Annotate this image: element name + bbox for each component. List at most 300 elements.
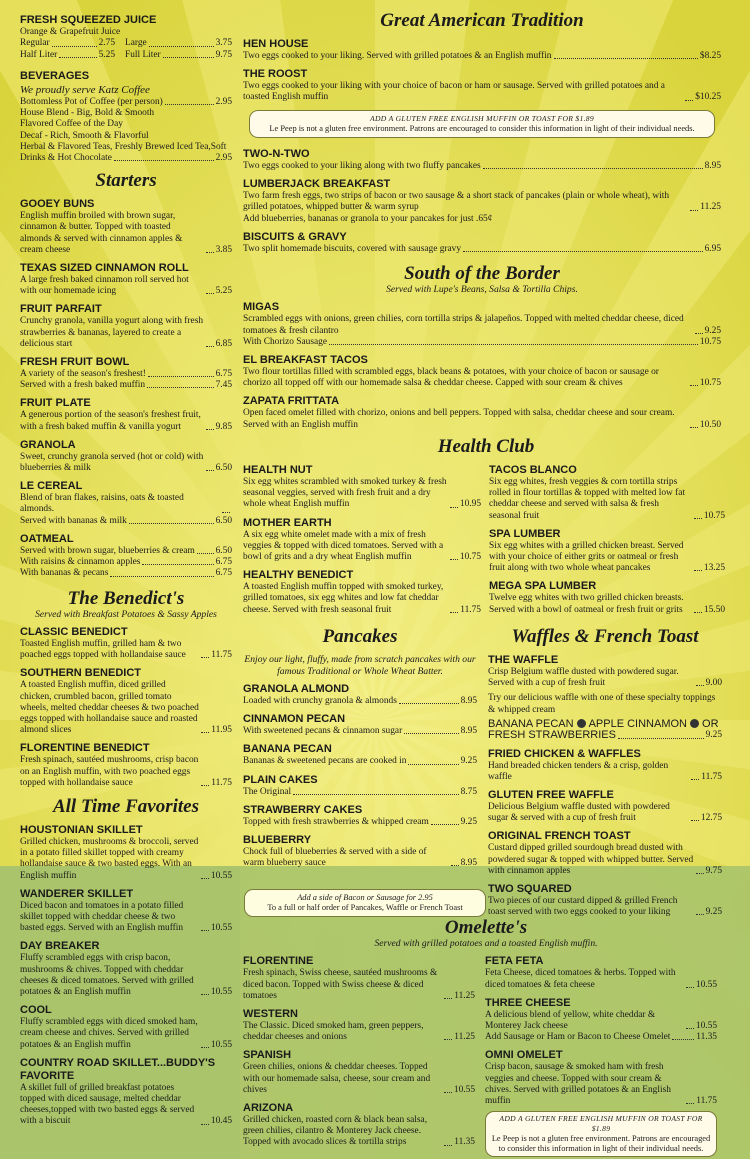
flower-icon — [577, 719, 586, 728]
row-text: Six egg whites scrambled with smoked turkey & fresh seasonal veggies, served with fresh fruit and a dry whole wheat English muffin — [243, 477, 447, 510]
price-row — [20, 493, 232, 515]
menu-item-name: GOOEY BUNS — [20, 198, 95, 211]
row-price: 13.25 — [703, 563, 725, 574]
border-title: South of the Border — [404, 263, 560, 284]
dot-leader — [148, 376, 214, 377]
price-row — [489, 477, 725, 522]
waffle-toppings: BANANA PECAN APPLE CINNAMON OR — [488, 717, 719, 730]
dot-leader — [696, 685, 704, 686]
row-price: 8.75 — [460, 786, 477, 797]
menu-item — [488, 654, 722, 689]
benedicts-title: The Benedict's — [67, 587, 185, 609]
menu-item — [243, 743, 477, 767]
row-text: Loaded with crunchy granola & almonds — [243, 696, 397, 706]
price-row — [20, 211, 232, 256]
menu-item — [489, 580, 725, 615]
menu-item — [20, 742, 232, 789]
price-row — [243, 582, 481, 616]
dot-leader — [197, 553, 214, 554]
dot-leader — [694, 612, 702, 613]
dot-leader — [329, 344, 698, 345]
row-text: English muffin broiled with brown sugar, cinnamon & butter. Topped with toasted almonds & served with cinnamon apples & cream cheese — [20, 211, 183, 255]
menu-item-name: COOL — [20, 1004, 52, 1017]
side-note-heading: Add a side of Bacon or Sausage for 2.95 — [297, 893, 433, 902]
starters-title: Starters — [95, 170, 157, 192]
row-price: 8.95 — [460, 726, 477, 737]
menu-item — [485, 997, 717, 1044]
menu-item — [485, 955, 717, 990]
menu-item — [243, 178, 721, 225]
row-price: 9.25 — [460, 816, 477, 827]
price-row — [20, 953, 232, 998]
menu-item — [243, 464, 481, 511]
american-section — [243, 10, 721, 104]
waffles-section — [488, 626, 722, 918]
menu-item-name: BLUEBERRY — [243, 834, 312, 847]
row-price: 11.75 — [696, 1096, 717, 1107]
menu-item-name: GLUTEN FREE WAFFLE — [488, 789, 614, 802]
menu-item — [488, 748, 722, 783]
menu-item-name: TACOS BLANCO — [489, 464, 577, 476]
menu-item-name: ARIZONA — [243, 1102, 294, 1115]
row-text: Six egg whites with a grilled chicken breast. Served with your choice of either grits or oatmeal or fresh fruit along with two whole wheat pancakes — [489, 540, 684, 574]
row-text: A large fresh baked cinnamon roll served hot with our homemade icing — [20, 275, 189, 297]
dot-leader — [694, 570, 702, 571]
price-row — [243, 337, 721, 348]
price-row — [20, 1017, 232, 1051]
menu-item — [20, 303, 232, 350]
beverage-line: Decaf - Rich, Smooth & Flavorful — [20, 130, 149, 141]
health-section — [243, 436, 729, 616]
price-row — [20, 516, 232, 527]
menu-item — [20, 533, 232, 580]
price-row — [488, 802, 722, 824]
row-text: Chock full of blueberries & served with a side of warm blueberry sauce — [243, 847, 427, 869]
row-price: 10.75 — [703, 510, 725, 521]
row-text: Two flour tortillas filled with scrambled eggs, black beans & potatoes, with your choice of bacon or sausage or chorizo all topped off with our homemade salsa & cheddar cheese. Capped with sour cream & chives — [243, 367, 659, 389]
price-row — [243, 847, 477, 869]
dot-leader — [686, 1103, 694, 1104]
row-price: 9.25 — [704, 325, 721, 336]
menu-item-name: FLORENTINE BENEDICT — [20, 742, 150, 755]
menu-item-name: SPA LUMBER — [489, 527, 561, 540]
row-price: $10.25 — [695, 92, 721, 103]
gluten-note-body: Le Peep is not a gluten free environment. Patrons are encouraged to consider this information in light of their individual needs. — [491, 1134, 711, 1153]
dot-leader — [685, 100, 693, 101]
row-text: Fluffy scrambled eggs with diced smoked ham, cream cheese and chives. Served with grilled potatoes & an English muffin — [20, 1017, 198, 1050]
menu-item — [20, 356, 232, 391]
dot-leader — [206, 346, 214, 347]
menu-item — [243, 1102, 475, 1149]
dot-leader — [444, 1092, 452, 1093]
price-row — [243, 81, 721, 103]
juice-desc: Orange & Grapefruit Juice — [20, 27, 121, 37]
row-text: Delicious Belgium waffle dusted with powdered sugar & served with a cup of fresh fruit — [488, 802, 670, 824]
row-text: Fresh spinach, sautéed mushrooms, crisp bacon on an English muffin, with two poached eggs topped with hollandaise sauce — [20, 755, 199, 788]
row-price: 6.75 — [215, 369, 232, 380]
omelettes-title: Omelette's — [444, 917, 528, 938]
row-price: 9.00 — [705, 678, 722, 689]
american-title: Great American Tradition — [380, 10, 584, 31]
row-price: 11.25 — [700, 202, 721, 213]
menu-item-name: ZAPATA FRITTATA — [243, 395, 340, 408]
menu-item-name: PLAIN CAKES — [243, 773, 318, 786]
starters-list — [20, 198, 232, 579]
row-text: Six egg whites, fresh veggies & corn tortilla strips rolled in flour tortillas & topped with melted low fat cheddar cheese and served with salsa & fresh seasonal fruit — [489, 477, 686, 521]
row-price: 11.75 — [211, 777, 232, 788]
row-price: 10.55 — [210, 923, 232, 934]
dot-leader — [431, 824, 459, 825]
dot-leader — [201, 1047, 209, 1048]
price-row — [485, 1032, 717, 1043]
menu-item — [243, 713, 477, 737]
menu-item-name: WANDERER SKILLET — [20, 887, 134, 900]
row-text: Sweet, crunchy granola served (hot or cold) with blueberries & milk — [20, 451, 204, 474]
row-price: 6.95 — [704, 243, 721, 254]
side-note-body: To a full or half order of Pancakes, Waffle or French Toast — [267, 903, 463, 912]
row-text: Scrambled eggs with onions, green chilies, corn tortilla strips & jalapeños. Topped with melted cheddar cheese, diced tomatoes & fresh cilantro — [243, 314, 684, 336]
menu-item — [243, 517, 481, 564]
row-price: 11.35 — [454, 1137, 475, 1148]
price-row — [20, 275, 232, 297]
menu-item-name: SOUTHERN BENEDICT — [20, 667, 142, 680]
dot-leader — [672, 1039, 694, 1040]
menu-item-name: DAY BREAKER — [20, 940, 100, 953]
menu-item — [243, 569, 481, 616]
menu-item — [20, 1057, 232, 1128]
menu-item-name: GRANOLA ALMOND — [243, 683, 350, 695]
row-text: Hand breaded chicken tenders & a crisp, golden waffle — [488, 760, 669, 782]
dot-leader — [165, 104, 214, 105]
row-text: Green chilies, onions & cheddar cheeses. Topped with our homemade salsa, cheese, sour cream and chives — [243, 1062, 431, 1095]
menu-item-name: THE WAFFLE — [488, 654, 559, 666]
row-price: 3.85 — [215, 244, 232, 255]
menu-item-name: LE CEREAL — [20, 480, 83, 493]
menu-item — [20, 198, 232, 256]
dot-leader — [694, 518, 702, 519]
price-row — [243, 787, 477, 798]
border-subtitle: Served with Lupe's Beans, Salsa & Tortilla Chips. — [386, 284, 578, 295]
menu-item-name: TEXAS SIZED CINNAMON ROLL — [20, 262, 189, 275]
menu-item-name: CLASSIC BENEDICT — [20, 625, 128, 638]
beverage-line: House Blend - Big, Bold & Smooth — [20, 108, 155, 119]
row-price: 9.25 — [705, 907, 722, 918]
dot-leader — [695, 333, 703, 334]
menu-item — [243, 301, 721, 348]
price-row — [20, 837, 232, 882]
row-price: 12.75 — [700, 813, 722, 824]
juice-section — [20, 14, 232, 61]
price-row — [243, 530, 481, 564]
dot-leader — [691, 820, 699, 821]
row-text: Grilled chicken, mushrooms & broccoli, served in a potato filled skillet topped with creamy hollandaise sauce & two basted eggs. With an English muffin — [20, 836, 199, 881]
menu-item-name: THREE CHEESE — [485, 996, 571, 1009]
dot-leader — [206, 252, 214, 253]
row-price: 11.95 — [211, 725, 232, 736]
dot-leader — [450, 507, 458, 508]
juice-size: Regular 2.75 — [20, 38, 115, 49]
menu-item-name: HEALTH NUT — [243, 464, 313, 476]
omelettes-subtitle: Served with grilled potatoes and a toasted English muffin. — [374, 938, 598, 949]
price-row — [243, 1021, 475, 1043]
row-text: Crisp bacon, sausage & smoked ham with fresh veggies and cheese. Topped with sour cream & chives. Served with grilled potatoes & an English muffin — [485, 1062, 671, 1107]
row-price: 10.55 — [453, 1084, 475, 1095]
dot-leader — [293, 794, 458, 795]
price-row — [20, 557, 232, 568]
dot-leader — [201, 732, 209, 733]
dot-leader — [129, 523, 214, 524]
dot-leader — [450, 612, 458, 613]
dot-leader — [114, 160, 214, 161]
row-price: 2.95 — [215, 153, 232, 164]
menu-item-name: HEALTHY BENEDICT — [243, 569, 354, 582]
dot-leader — [399, 703, 459, 704]
row-text: Custard dipped grilled sourdough bread dusted with powdered sugar & topped with whipped butter. Served with cinnamon apples — [488, 843, 694, 876]
side-note — [244, 889, 486, 917]
price-row — [485, 968, 717, 990]
price-row — [485, 1062, 717, 1107]
menu-item-name: COUNTRY ROAD SKILLET...BUDDY'S FAVORITE — [20, 1056, 216, 1082]
menu-item — [243, 68, 721, 103]
price-row — [243, 817, 477, 828]
price-row — [20, 380, 232, 391]
row-price: 11.75 — [211, 650, 232, 661]
price-row — [20, 410, 232, 432]
price-row — [243, 161, 721, 172]
row-text: Two split homemade biscuits, covered with sausage gravy — [243, 243, 462, 254]
dot-leader — [201, 1124, 209, 1125]
menu-item — [243, 683, 477, 707]
row-price: 11.35 — [696, 1032, 717, 1043]
menu-item-name: OATMEAL — [20, 532, 74, 545]
menu-item — [20, 824, 232, 882]
menu-item — [20, 888, 232, 935]
price-row — [20, 97, 232, 108]
benedicts-list — [20, 626, 232, 789]
row-price: 15.50 — [703, 604, 725, 615]
menu-item-name: FRUIT PARFAIT — [20, 303, 102, 316]
row-price: 9.25 — [460, 756, 477, 767]
row-text: Crisp Belgium waffle dusted with powdered sugar. Served with a cup of fresh fruit — [488, 667, 679, 689]
row-price: 10.55 — [210, 870, 232, 881]
dot-leader — [206, 429, 214, 430]
price-row — [20, 680, 232, 736]
dot-leader — [404, 733, 458, 734]
row-text: Topped with fresh strawberries & whipped cream — [243, 816, 429, 827]
row-price: 6.75 — [215, 557, 232, 568]
health-title: Health Club — [437, 436, 535, 457]
row-text: Blend of bran flakes, raisins, oats & toasted almonds. — [20, 493, 184, 515]
beverages-subtitle: We proudly serve Katz Coffee — [20, 84, 150, 97]
row-text: A delicious blend of yellow, white cheddar & Monterey Jack cheese — [485, 1009, 656, 1032]
menu-item — [489, 464, 725, 522]
menu-item — [20, 667, 232, 736]
dot-leader — [696, 914, 704, 915]
row-text: Two eggs cooked to your liking. Served with grilled potatoes & an English muffin — [243, 51, 552, 61]
row-text: With bananas & pecans — [20, 568, 109, 579]
price-row — [488, 896, 722, 918]
menu-item — [243, 774, 477, 798]
dot-leader — [554, 58, 698, 59]
dot-leader — [444, 1039, 452, 1040]
row-price: 10.55 — [210, 986, 232, 997]
row-price: 11.75 — [701, 771, 722, 782]
beverages-title: BEVERAGES — [20, 70, 90, 83]
row-text: Fluffy scrambled eggs with crisp bacon, mushrooms & chives. Topped with cheddar cheeses & diced tomatoes. Served with grilled potatoes & an English muffin — [20, 953, 194, 997]
waffle-try-text: Try our delicious waffle with one of these specialty toppings & whipped cream — [488, 693, 716, 715]
dot-leader — [690, 385, 698, 386]
row-text: Feta Cheese, diced tomatoes & herbs. Topped with diced tomatoes & feta cheese — [485, 968, 676, 990]
juice-title: FRESH SQUEEZED JUICE — [20, 14, 157, 26]
menu-item — [243, 38, 721, 62]
dot-leader — [690, 427, 698, 428]
dot-leader — [201, 878, 209, 879]
menu-item-name: MIGAS — [243, 301, 280, 314]
row-text: A skillet full of grilled breakfast potatoes topped with diced sausage, melted cheddar cheeses,topped with two basted eggs & served with a biscuit — [20, 1082, 195, 1127]
row-text: Grilled chicken, roasted corn & black bean salsa, green chilies, cilantro & Monterey Jack cheese. Topped with avocado slices & tortilla strips — [243, 1115, 428, 1148]
row-price: 8.95 — [704, 161, 721, 171]
row-text: With Chorizo Sausage — [243, 336, 327, 347]
dot-leader — [690, 210, 698, 211]
gluten-note-heading: ADD A GLUTEN FREE ENGLISH MUFFIN OR TOAST FOR $1.89 — [499, 1114, 703, 1133]
dot-leader — [222, 512, 230, 513]
dot-leader — [444, 998, 452, 999]
menu-item — [243, 1049, 475, 1096]
dot-leader — [696, 873, 704, 874]
menu-item — [488, 789, 722, 824]
dot-leader — [110, 576, 213, 577]
menu-item — [243, 834, 477, 869]
menu-item-name: MEGA SPA LUMBER — [489, 580, 597, 593]
price-row — [243, 1062, 475, 1096]
gluten-note-bottom — [485, 1111, 717, 1157]
dot-leader — [142, 564, 213, 565]
menu-item-name: OMNI OMELET — [485, 1049, 563, 1062]
menu-item-name: FRUIT PLATE — [20, 397, 91, 410]
row-price: 10.45 — [210, 1116, 232, 1127]
price-row — [243, 191, 721, 213]
benedicts-subtitle: Served with Breakfast Potatoes & Sassy Apples — [35, 608, 217, 620]
juice-size: Half Liter 5.25 — [20, 49, 115, 60]
beverages-section — [20, 70, 232, 164]
row-text: Served with bananas & milk — [20, 515, 127, 526]
price-row — [243, 726, 477, 737]
row-price: 6.75 — [215, 568, 232, 579]
dot-leader — [463, 251, 703, 252]
waffles-title: Waffles & French Toast — [511, 626, 699, 647]
menu-item-name: STRAWBERRY CAKES — [243, 803, 363, 816]
menu-item-name: EL BREAKFAST TACOS — [243, 354, 368, 367]
row-text: A six egg white omelet made with a mix of fresh veggies & topped with diced tomatoes. Served with a bowl of grits and a dry wheat English muffin — [243, 529, 444, 563]
row-text: Fresh spinach, Swiss cheese, sautéed mushrooms & diced bacon. Topped with Swiss cheese & diced tomatoes — [243, 968, 438, 1001]
row-text: Served with brown sugar, blueberries & cream — [20, 545, 195, 556]
row-price: 9.75 — [705, 865, 722, 876]
menu-item — [20, 262, 232, 297]
row-price: 10.75 — [699, 336, 721, 347]
row-text: Served with a fresh baked muffin — [20, 380, 146, 391]
menu-item — [20, 940, 232, 998]
menu-item — [488, 830, 722, 877]
row-price: 10.55 — [210, 1039, 232, 1050]
menu-item-name: SPANISH — [243, 1049, 292, 1062]
row-price: 10.75 — [459, 552, 481, 563]
price-row — [243, 244, 721, 255]
price-row — [20, 316, 232, 350]
row-price: 11.25 — [454, 990, 475, 1001]
row-price: 10.75 — [699, 378, 721, 389]
pancakes-title: Pancakes — [322, 626, 398, 647]
price-row — [20, 901, 232, 935]
price-row — [243, 477, 481, 511]
row-text: A toasted English muffin topped with smoked turkey, grilled tomatoes, six egg whites and low fat cheddar cheese. Served with fresh seasonal fruit — [243, 582, 444, 615]
price-row — [20, 153, 232, 164]
price-row — [488, 843, 722, 877]
dot-leader — [201, 930, 209, 931]
dot-leader — [206, 293, 214, 294]
left-column — [20, 14, 232, 1128]
menu-item-name: TWO SQUARED — [488, 883, 572, 896]
price-row — [20, 755, 232, 789]
dot-leader — [201, 657, 209, 658]
menu-item-name: CINNAMON PECAN — [243, 713, 346, 726]
gluten-note-heading: ADD A GLUTEN FREE ENGLISH MUFFIN OR TOAST FOR $1.89 — [370, 114, 594, 123]
price-row — [20, 369, 232, 380]
row-price: 11.75 — [460, 604, 481, 615]
row-text: Crunchy granola, vanilla yogurt along with fresh strawberries & bananas, layered to create a delicious start — [20, 316, 204, 349]
menu-item — [243, 231, 721, 255]
price-row — [243, 756, 477, 767]
row-price: 6.50 — [215, 463, 232, 474]
menu-item — [20, 439, 232, 474]
dot-leader — [201, 994, 209, 995]
row-text: Open faced omelet filled with chorizo, onions and bell peppers. Topped with salsa, cheddar cheese and sour cream. Served with an English muffin — [243, 408, 675, 430]
menu-item-name: GRANOLA — [20, 438, 76, 451]
price-row — [489, 593, 725, 615]
row-price: 10.55 — [695, 979, 717, 990]
row-price: 9.85 — [215, 421, 232, 432]
price-row — [20, 639, 232, 661]
row-price: 5.25 — [215, 286, 232, 297]
menu-item-extra: Add blueberries, bananas or granola to your pancakes for just .65¢ — [243, 213, 493, 224]
juice-size: Large 3.75 — [125, 38, 232, 49]
row-text: A variety of the season's freshest! — [20, 369, 146, 380]
menu-item-name: FETA FETA — [485, 955, 544, 968]
row-price: 6.50 — [215, 545, 232, 556]
row-text: A generous portion of the season's freshest fruit, with a fresh baked muffin & vanilla yogurt — [20, 410, 201, 432]
dot-leader — [691, 779, 699, 780]
menu-item-name: TWO-N-TWO — [243, 148, 310, 160]
row-price: 6.50 — [215, 515, 232, 526]
dot-leader — [450, 559, 458, 560]
price-row — [20, 452, 232, 474]
price-row — [485, 1010, 717, 1032]
dot-leader — [451, 865, 459, 866]
row-price: 10.95 — [459, 499, 481, 510]
price-row — [488, 667, 722, 689]
menu-item — [243, 955, 475, 1002]
row-text: Toasted English muffin, grilled ham & two poached eggs topped with hollandaise sauce — [20, 638, 186, 661]
pancakes-intro: Enjoy our light, fluffy, made from scratch pancakes with our famous Traditional or Whole Wheat Batter. — [244, 654, 476, 677]
dot-leader — [444, 1145, 452, 1146]
menu-item-name: ORIGINAL FRENCH TOAST — [488, 830, 631, 843]
gluten-note-top — [249, 110, 715, 138]
row-text: A toasted English muffin, diced grilled chicken, crumbled bacon, grilled tomato wheels, melted cheddar cheeses & two poached eggs topped with hollandaise sauce and roasted almond slices — [20, 680, 199, 736]
row-text: Drinks & Hot Chocolate — [20, 153, 112, 164]
menu-item-name: HEN HOUSE — [243, 38, 309, 50]
menu-item — [243, 1008, 475, 1043]
price-row — [20, 1083, 232, 1128]
price-row — [489, 541, 725, 575]
